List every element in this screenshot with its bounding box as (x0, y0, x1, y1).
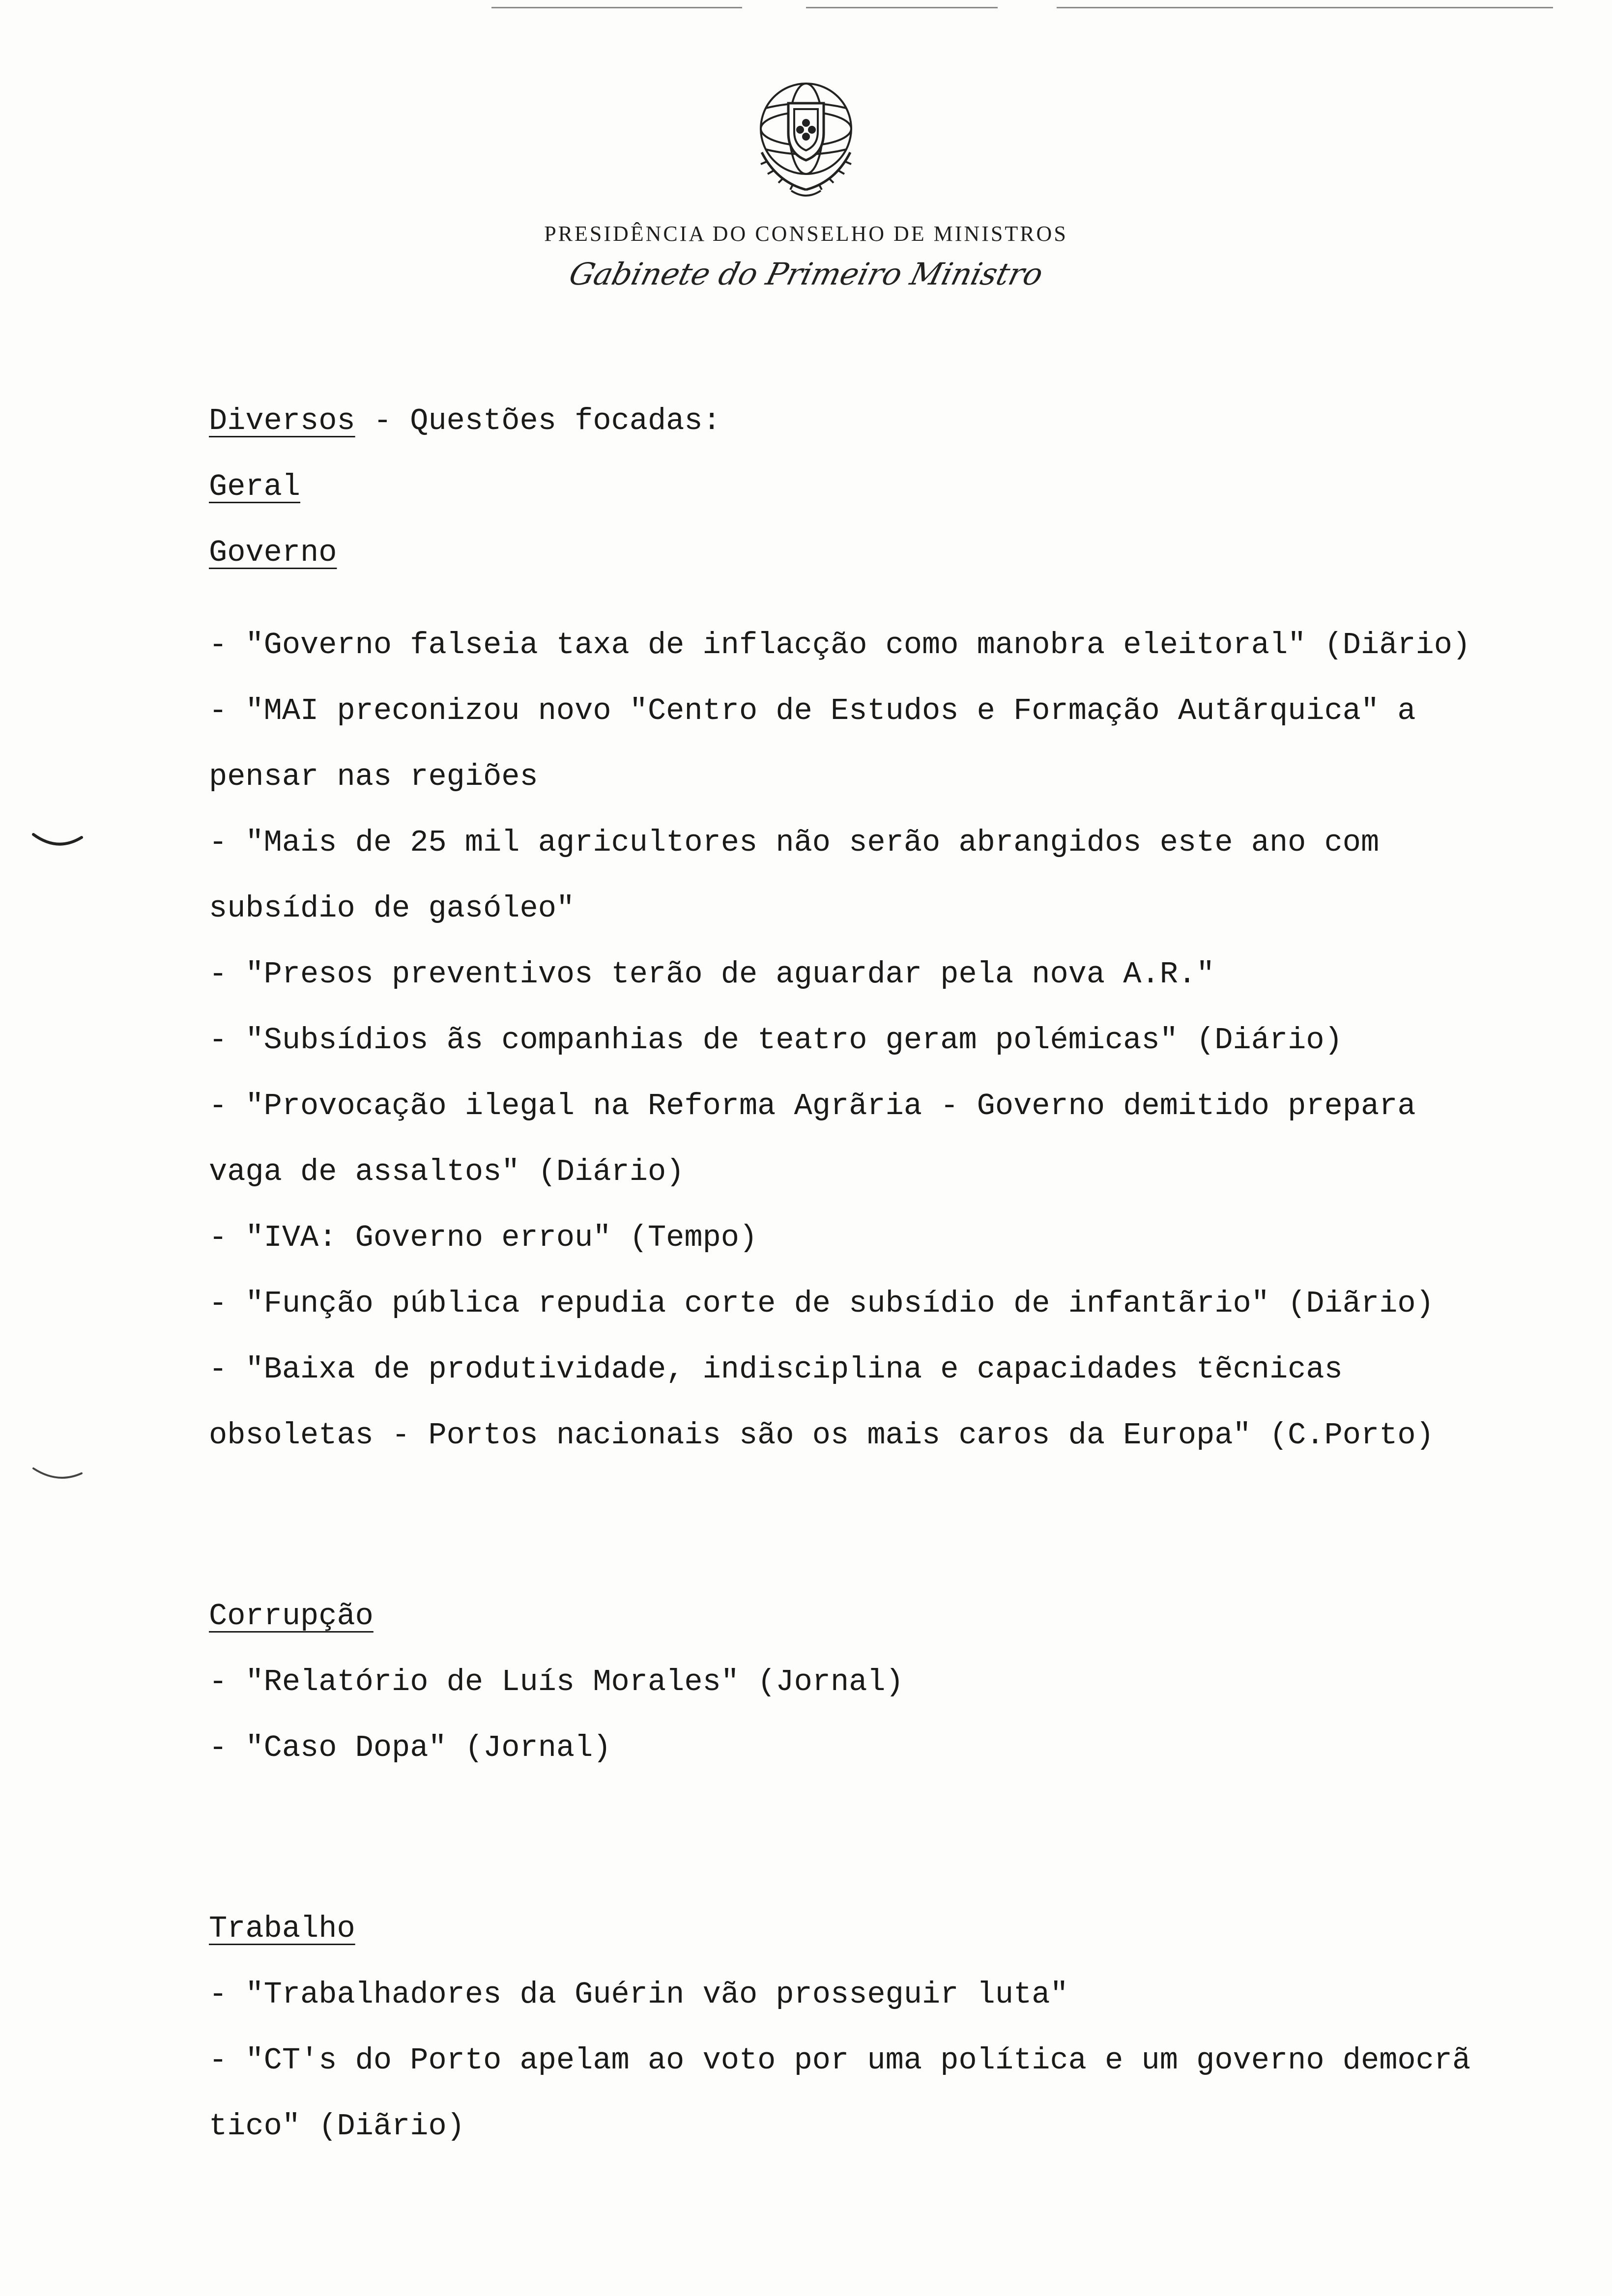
corrupcao-list (209, 1649, 1580, 1781)
binder-mark-top (30, 831, 85, 850)
spacer (209, 1468, 1580, 1583)
document-body (209, 388, 1580, 2159)
governo-list (209, 612, 1580, 1468)
governo-line: - "Função pública repudia corte de subsídio de infantãrio" (Diãrio) (209, 1286, 1434, 1321)
top-rule-line-2 (806, 7, 998, 8)
corrupcao-heading-line (209, 1583, 1580, 1649)
trabalho-line: - "Trabalhadores da Guérin vão prosseguir luta" (209, 1977, 1068, 2012)
geral-heading-line (209, 454, 1580, 520)
governo-line: - "Mais de 25 mil agricultores não serão abrangidos este ano com (209, 825, 1380, 860)
trabalho-heading-line (209, 1896, 1580, 1962)
governo-line: - "IVA: Governo errou" (Tempo) (209, 1220, 758, 1255)
binder-mark-bottom (30, 1464, 85, 1484)
diversos-heading: Diversos (209, 403, 355, 438)
trabalho-line: tico" (Diãrio) (209, 2109, 465, 2144)
letterhead (0, 69, 1612, 292)
governo-line: - "MAI preconizou novo "Centro de Estudos e Formação Autãrquica" a (209, 693, 1416, 728)
governo-line: - "Subsídios ãs companhias de teatro geram polémicas" (Diário) (209, 1023, 1343, 1058)
spacer (209, 586, 1580, 612)
top-rule-line-1 (491, 7, 742, 8)
cabinet-name: Gabinete do Primeiro Ministro (565, 256, 1047, 292)
governo-heading: Governo (209, 535, 337, 570)
governo-line: vaga de assaltos" (Diário) (209, 1154, 685, 1189)
diversos-heading-line (209, 388, 1580, 454)
governo-line: subsídio de gasóleo" (209, 891, 575, 926)
spacer (209, 1781, 1580, 1896)
trabalho-line: - "CT's do Porto apelam ao voto por uma política e um governo democrã (209, 2043, 1471, 2078)
trabalho-heading: Trabalho (209, 1911, 355, 1946)
governo-line: obsoletas - Portos nacionais são os mais caros da Europa" (C.Porto) (209, 1418, 1434, 1453)
corrupcao-line: - "Relatório de Luís Morales" (Jornal) (209, 1665, 904, 1699)
corrupcao-line: - "Caso Dopa" (Jornal) (209, 1730, 611, 1765)
governo-line: pensar nas regiões (209, 759, 538, 794)
top-rule-line-3 (1057, 7, 1553, 8)
governo-line: - "Provocação ilegal na Reforma Agrãria - Governo demitido prepara (209, 1089, 1416, 1123)
governo-line: - "Governo falseia taxa de inflacção como manobra eleitoral" (Diãrio) (209, 628, 1471, 662)
governo-line: - "Baixa de produtividade, indisciplina e capacidades tẽcnicas (209, 1352, 1343, 1387)
governo-heading-line (209, 520, 1580, 586)
coat-of-arms-emblem-icon (742, 69, 870, 201)
trabalho-list (209, 1962, 1580, 2159)
diversos-subtitle: - Questões focadas: (355, 403, 721, 438)
governo-line: - "Presos preventivos terão de aguardar pela nova A.R." (209, 957, 1215, 992)
geral-heading: Geral (209, 469, 301, 504)
institution-name: PRESIDÊNCIA DO CONSELHO DE MINISTROS (544, 222, 1068, 246)
corrupcao-heading: Corrupção (209, 1599, 374, 1634)
